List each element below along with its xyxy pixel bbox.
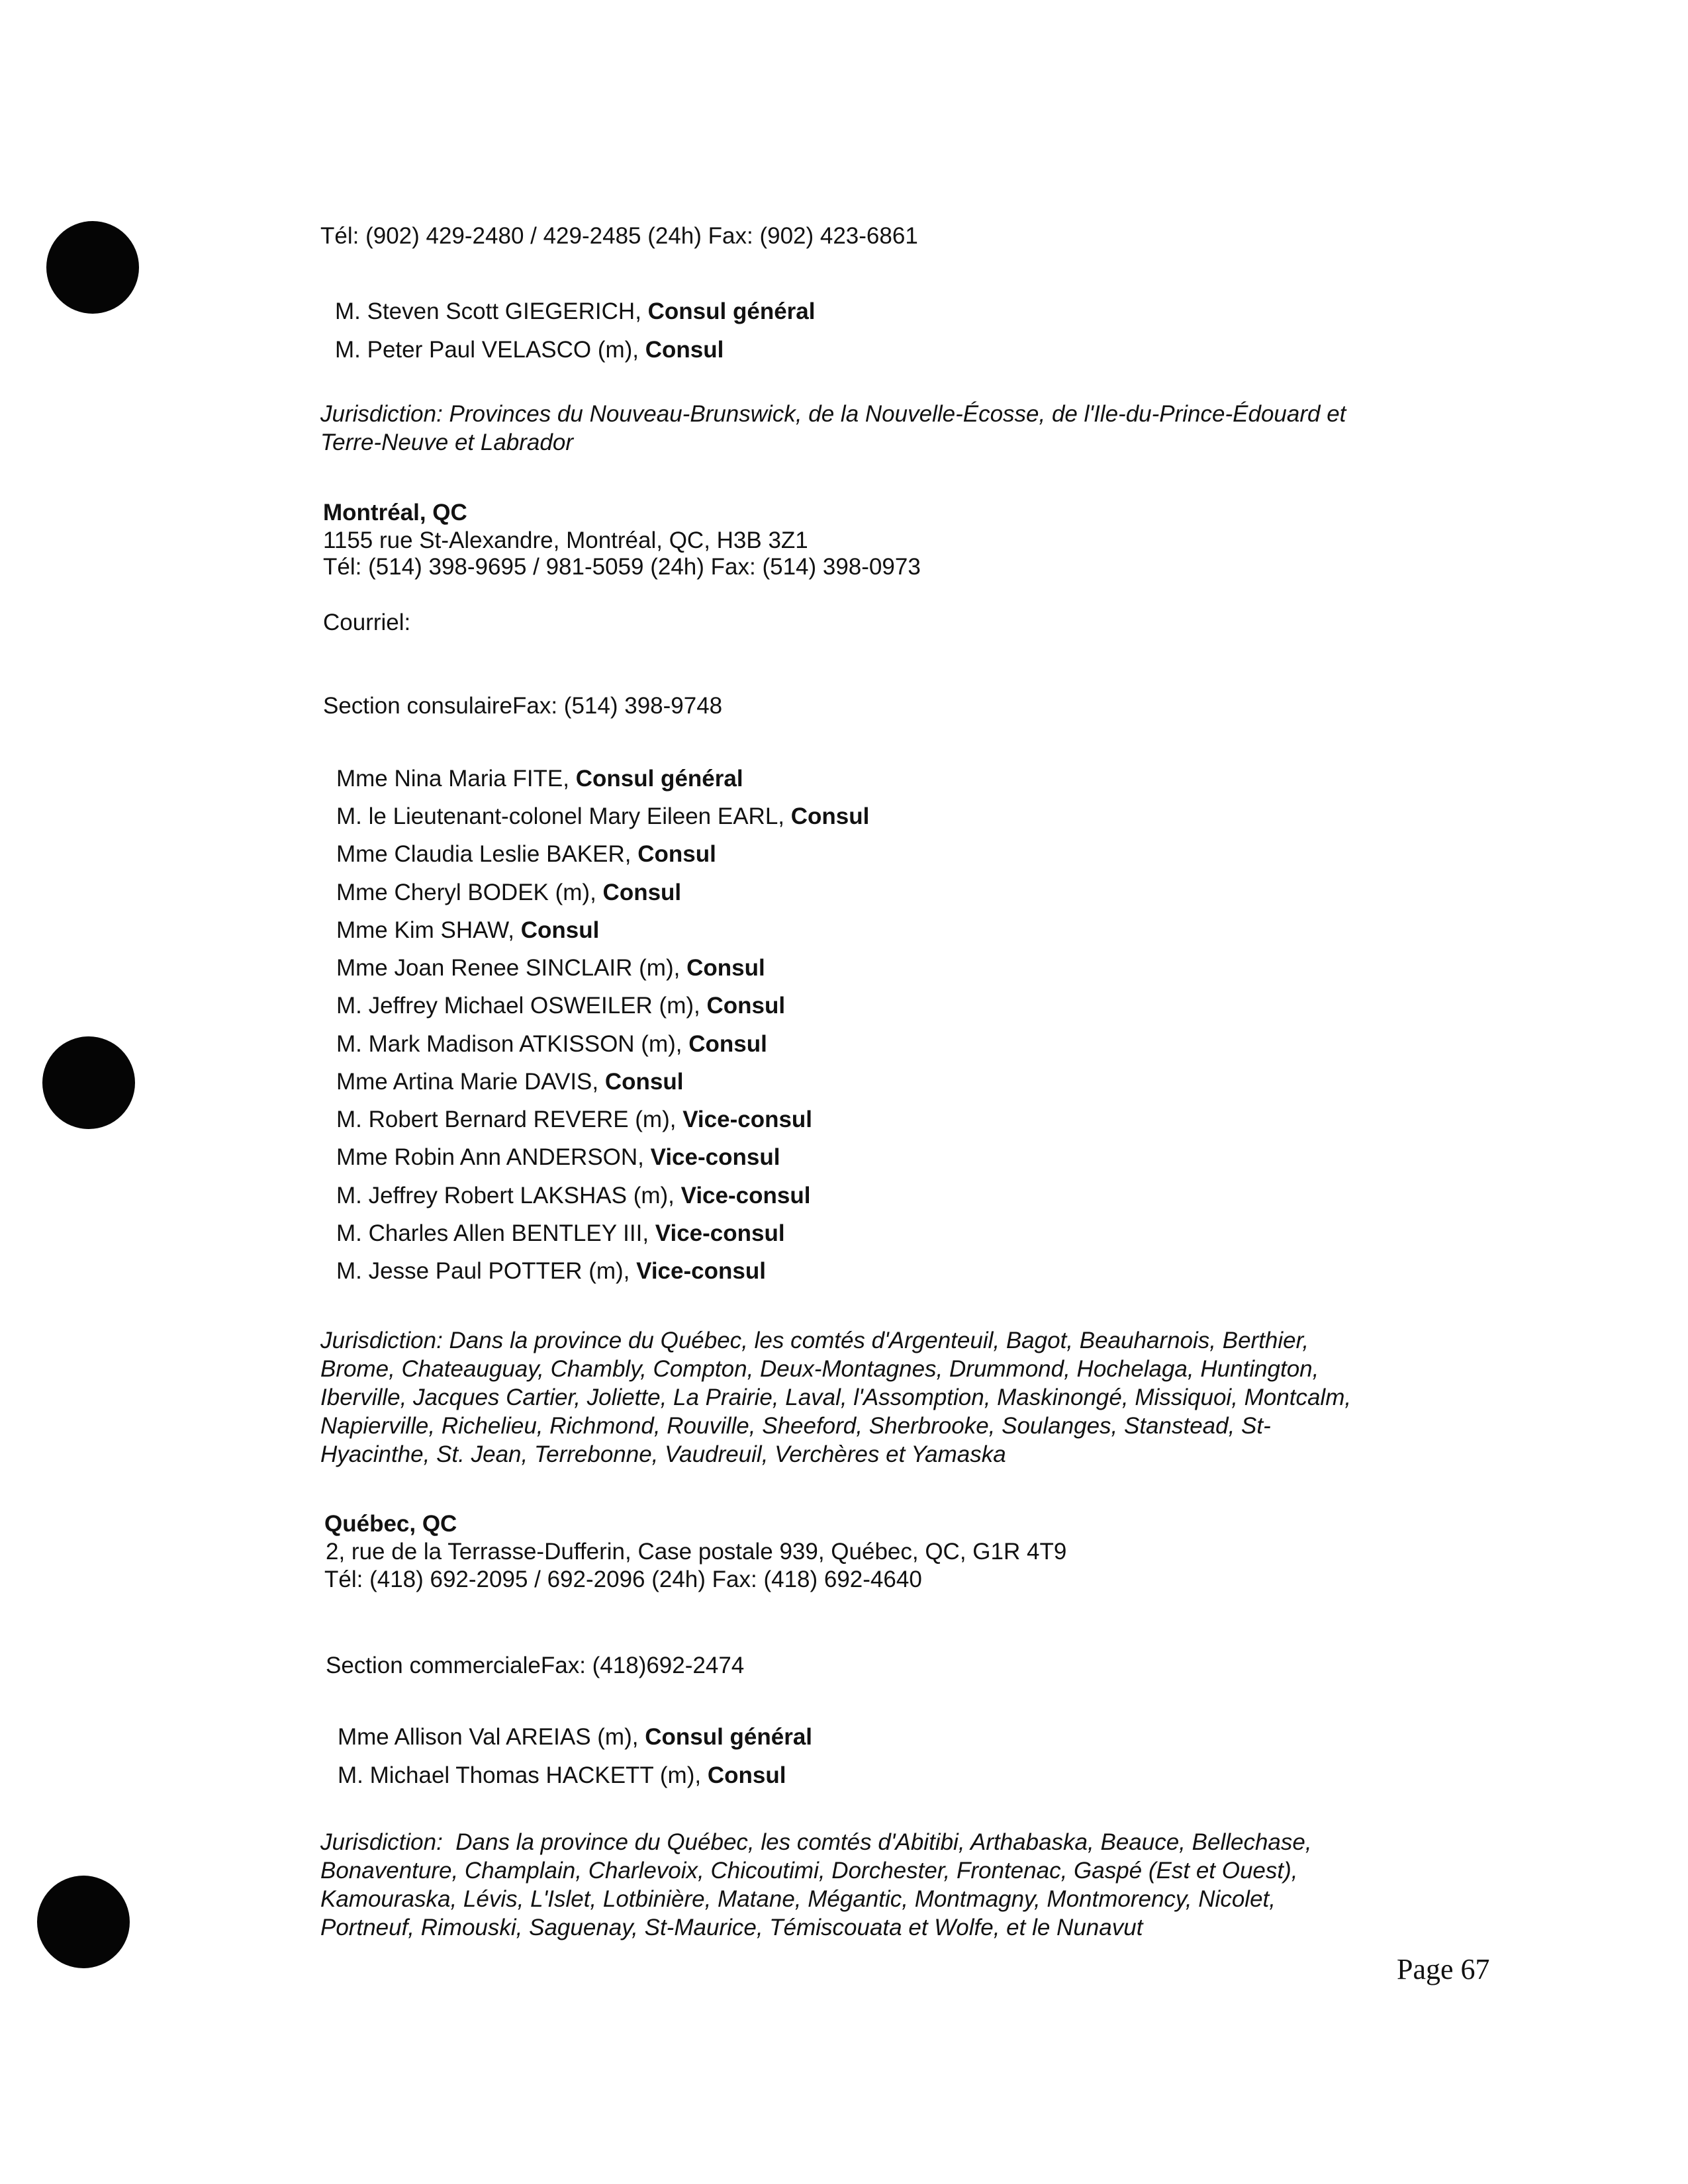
jurisdiction-line: Brome, Chateauguay, Chambly, Compton, Deux-Montagnes, Drummond, Hochelaga, Huntington, (320, 1356, 1319, 1382)
halifax-jurisdiction (320, 400, 1459, 457)
jurisdiction-line (320, 400, 1459, 428)
jurisdiction-text: Dans la province du Québec, les comtés d'Argenteuil, Bagot, Beauharnois, Berthier, (449, 1328, 1309, 1353)
staff-name: Mme Cheryl BODEK (m), (336, 880, 603, 905)
staff-title: Consul (604, 1069, 684, 1095)
binder-hole-bottom (37, 1876, 130, 1968)
staff-name: M. Mark Madison ATKISSON (m), (336, 1031, 689, 1057)
staff-entry (336, 1068, 683, 1096)
binder-hole-top (46, 221, 139, 314)
halifax-tel: Tél: (902) 429-2480 / 429-2485 (24h) Fax: (902) 423-6861 (320, 223, 918, 249)
staff-entry (336, 803, 869, 831)
jurisdiction-label: Jurisdiction: (320, 1328, 443, 1353)
staff-name: Mme Joan Renee SINCLAIR (m), (336, 955, 687, 981)
staff-title: Consul (520, 917, 600, 943)
quebec-jurisdiction (320, 1828, 1459, 1942)
montreal-email-label: Courriel: (323, 610, 411, 635)
staff-name: M. Robert Bernard REVERE (m), (336, 1107, 683, 1132)
jurisdiction-line: Hyacinthe, St. Jean, Terrebonne, Vaudreuil, Verchères et Yamaska (320, 1441, 1006, 1467)
montreal-tel: Tél: (514) 398-9695 / 981-5059 (24h) Fax: (514) 398-0973 (323, 554, 921, 580)
page-number: Page 67 (1397, 1953, 1490, 1985)
montreal-consular-section: Section consulaireFax: (514) 398-9748 (323, 693, 723, 719)
staff-name: M. Jeffrey Robert LAKSHAS (m), (336, 1183, 681, 1208)
staff-name: M. Charles Allen BENTLEY III, (336, 1220, 655, 1246)
jurisdiction-line: Terre-Neuve et Labrador (320, 430, 573, 455)
staff-entry (336, 954, 765, 982)
staff-name: Mme Nina Maria FITE, (336, 766, 576, 792)
montreal-jurisdiction (320, 1326, 1459, 1469)
staff-title: Consul (706, 993, 786, 1019)
staff-name: Mme Claudia Leslie BAKER, (336, 841, 638, 867)
jurisdiction-line (320, 1828, 1459, 1856)
staff-entry (336, 992, 785, 1020)
staff-entry (336, 1220, 785, 1248)
staff-title: Consul général (645, 1724, 813, 1750)
jurisdiction-label: Jurisdiction: (320, 401, 443, 427)
staff-entry (336, 1106, 812, 1134)
staff-title: Vice-consul (655, 1220, 785, 1246)
staff-name: M. Jesse Paul POTTER (m), (336, 1258, 637, 1284)
jurisdiction-line: Portneuf, Rimouski, Saguenay, St-Maurice, Témiscouata et Wolfe, et le Nunavut (320, 1915, 1143, 1940)
staff-title: Consul général (647, 298, 816, 324)
jurisdiction-label: Jurisdiction: (320, 1829, 443, 1855)
quebec-tel: Tél: (418) 692-2095 / 692-2096 (24h) Fax: (418) 692-4640 (324, 1567, 922, 1592)
staff-title: Consul (707, 1762, 786, 1788)
staff-name: M. Steven Scott GIEGERICH, (335, 298, 648, 324)
staff-name: M. Peter Paul VELASCO (m), (335, 337, 645, 363)
staff-name: Mme Allison Val AREIAS (m), (338, 1724, 645, 1750)
jurisdiction-line: Napierville, Richelieu, Richmond, Rouville, Sheeford, Sherbrooke, Soulanges, Stanstead, St- (320, 1413, 1271, 1439)
staff-entry (336, 917, 599, 944)
staff-title: Vice-consul (636, 1258, 766, 1284)
staff-entry (336, 841, 716, 868)
staff-entry (338, 1762, 786, 1790)
staff-name: M. Michael Thomas HACKETT (m), (338, 1762, 708, 1788)
staff-entry (336, 1182, 810, 1210)
staff-entry (336, 1144, 780, 1171)
staff-title: Consul (602, 880, 682, 905)
staff-title: Vice-consul (680, 1183, 811, 1208)
staff-title: Consul (790, 803, 870, 829)
staff-entry (336, 765, 743, 793)
quebec-address: 2, rue de la Terrasse-Dufferin, Case postale 939, Québec, QC, G1R 4T9 (326, 1539, 1067, 1565)
staff-title: Consul (688, 1031, 767, 1057)
staff-title: Consul général (575, 766, 743, 792)
staff-name: Mme Artina Marie DAVIS, (336, 1069, 605, 1095)
staff-name: Mme Robin Ann ANDERSON, (336, 1144, 651, 1170)
quebec-commercial-section: Section commercialeFax: (418)692-2474 (326, 1653, 745, 1678)
jurisdiction-line (320, 1326, 1459, 1355)
staff-entry (335, 298, 815, 326)
montreal-address: 1155 rue St-Alexandre, Montréal, QC, H3B 3Z1 (323, 527, 808, 553)
staff-entry (335, 336, 724, 364)
jurisdiction-text: Dans la province du Québec, les comtés d'Abitibi, Arthabaska, Beauce, Bellechase, (455, 1829, 1312, 1855)
staff-name: M. le Lieutenant-colonel Mary Eileen EARL, (336, 803, 791, 829)
staff-entry (336, 1257, 766, 1285)
staff-title: Vice-consul (650, 1144, 780, 1170)
quebec-city-heading: Québec, QC (324, 1511, 457, 1537)
staff-entry (336, 1030, 767, 1058)
jurisdiction-line: Iberville, Jacques Cartier, Joliette, La Prairie, Laval, l'Assomption, Maskinongé, Missiquoi, Montcalm, (320, 1385, 1352, 1410)
staff-entry (336, 879, 681, 907)
staff-title: Vice-consul (682, 1107, 813, 1132)
staff-title: Consul (645, 337, 724, 363)
jurisdiction-line: Bonaventure, Champlain, Charlevoix, Chicoutimi, Dorchester, Frontenac, Gaspé (Est et Ouest), (320, 1858, 1298, 1884)
montreal-city-heading: Montréal, QC (323, 500, 467, 525)
jurisdiction-line: Kamouraska, Lévis, L'Islet, Lotbinière, Matane, Mégantic, Montmagny, Montmorency, Nicolet, (320, 1886, 1276, 1912)
staff-name: Mme Kim SHAW, (336, 917, 521, 943)
staff-title: Consul (686, 955, 765, 981)
staff-entry (338, 1723, 812, 1751)
staff-name: M. Jeffrey Michael OSWEILER (m), (336, 993, 707, 1019)
jurisdiction-text: Provinces du Nouveau-Brunswick, de la Nouvelle-Écosse, de l'Ile-du-Prince-Édouard et (449, 401, 1346, 427)
staff-title: Consul (637, 841, 716, 867)
binder-hole-middle (42, 1036, 135, 1129)
